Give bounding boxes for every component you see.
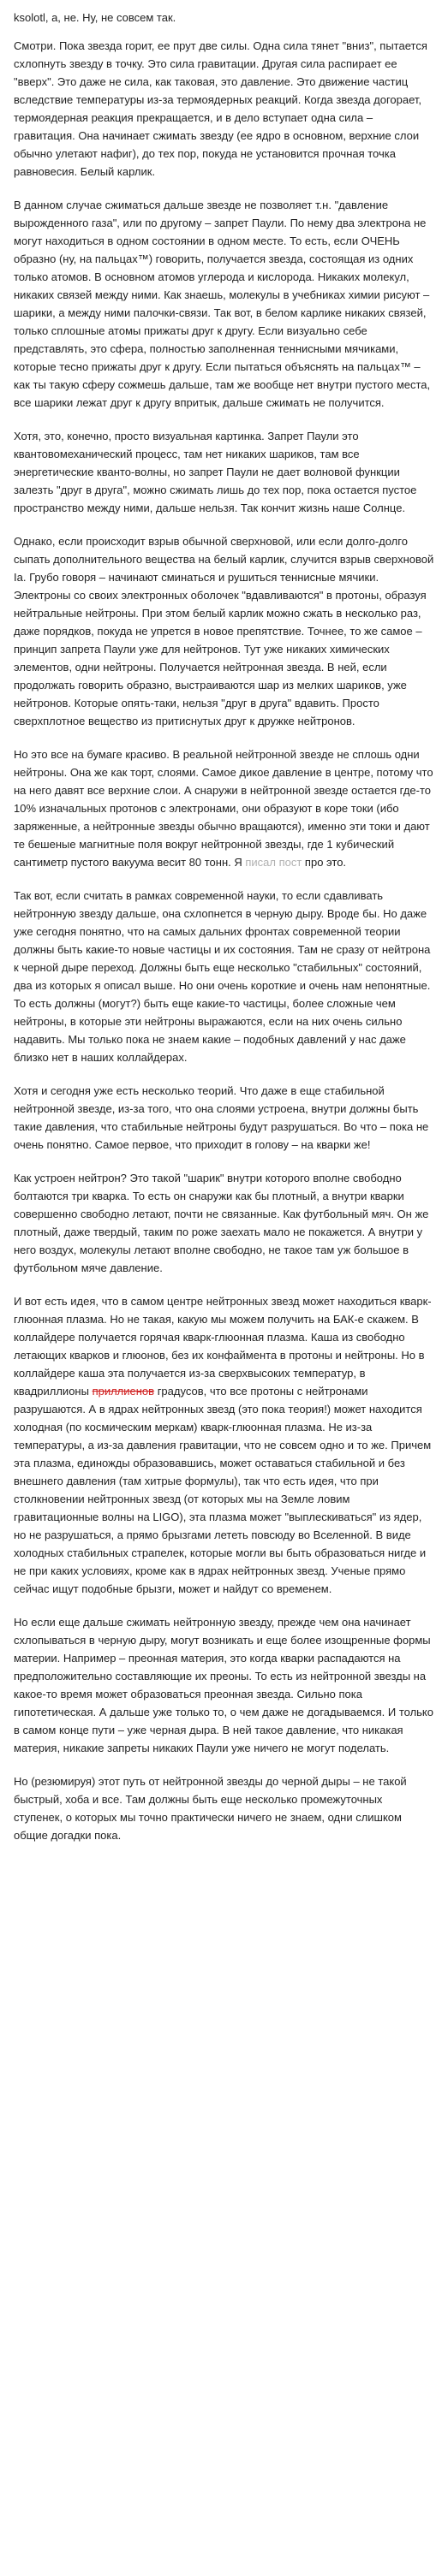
paragraph-visual-picture: Хотя, это, конечно, просто визуальная картинка. Запрет Паули это квантовомеханический процесс, там нет никаких шариков, там все энергетические кванто-волны, но запрет Паули не дает волновой функции залезть "друг в друга", можно сжимать лишь до тех пор, пока остается пустое пространство между ними, дальше нельзя. Так кончит жизнь наше Солнце. <box>14 430 417 514</box>
paragraph-text: про это. <box>302 856 347 869</box>
paragraph-text: градусов, что все протоны с нейтронами разрушаются. А в ядрах нейтронных звезд (это пока теория!) может находится холодная (по космическим меркам) кварк-глюонная плазма. Не из-за температуры, а из-за давления гравитации, что не совсем одно и то же. Причем эта плазма, единожды образовавшись, может оставаться стабильной и без внешнего давления (там хитрые формулы), так что есть идея, что при столкновении нейтронных звезд (от которых мы на Земле ловим гравитационные волны на LIGO), эта плазма может "выплескиваться" из ядер, но не разрушаться, а прямо брызгами лететь повсюду во Вселенной. В виде холодных стабильных страпелек, которые могли вы быть образоваться нигде и не при каких условиях, кроме как в ядрах нейтронных звезд. Ученые прямо сейчас ищут подобные брызги, может и найдут со временем. <box>14 1385 432 1595</box>
paragraph-text: Но это все на бумаге красиво. В реальной нейтронной звезде не сплошь одни нейтроны. Она же как торт, слоями. Самое дикое давление в центре, потому что на него давят все верхние слои. А снаружи в нейтронной звезде остается где-то 10% изначальных протонов с электронами, они образуют в коре токи (ибо заряженные, а нейтронные звезды обычно вращаются), именно эти токи и дают те бешеные магнитные поля вокруг нейтронной звезды, где 1 кубический сантиметр пустого вакуума весит 80 тонн. Я <box>14 748 433 869</box>
post-link[interactable]: писал пост <box>245 856 302 869</box>
paragraph-supernova: Однако, если происходит взрыв обычной сверхновой, или если долго-долго сыпать дополнительного вещества на белый карлик, случится взрыв сверхновой Ia. Грубо говоря – начинают сминаться и рушиться теннисные мячики. Электроны со своих электронных оболочек "вдавливаются" в протоны, образуя нейтральные нейтроны. При этом белый карлик можно сжать в несколько раз, даже порядков, покуда не упрется в новое препятствие. Точнее, то же самое – принцип запрета Паули уже для нейтронов. Тут уже никаких химических элементов, одни нейтроны. Получается нейтронная звезда. В ней, если продолжать говорить образно, выстраиваются шар из мелких шариков, уже нейтронов. Которые опять-таки, нельзя "друг в друга" вдавить. Просто сверхплотное вещество из притиснутых друг к дружке нейтронов. <box>14 535 434 727</box>
strikethrough-word: приллиенов <box>92 1385 155 1398</box>
paragraph-neutron-star-layers <box>14 745 434 871</box>
paragraph-text: И вот есть идея, что в самом центре нейтронных звезд может находиться кварк-глюонная плазма. Но не такая, какую мы можем получить на БАК-е скажем. В коллайдере получается горячая кварк-глюонная плазма. Каша из свободно летающих кварков и глюонов, без их конфаймента в протоны и нейтроны. Но в коллайдере каша эта получается из-за сверхвысоких температур, в квадриллионы <box>14 1295 432 1398</box>
paragraph-modern-science: Так вот, если считать в рамках современной науки, то если сдавливать нейтронную звезду дальше, она схлопнется в черную дыру. Вроде бы. Но даже уже сегодня понятно, что на самых дальних фронтах современной теории должны быть какие-то новые частицы и их состояния. Там не сразу от нейтрона к черной дыре переход. Должны быть еще несколько "стабильных" состояний, два из которых я описал выше. Но они очень короткие и очень нам непонятные. То есть должны (могут?) быть еще какие-то частицы, более сложные чем нейтроны, в которые эти нейтроны выражаются, если на них очень сильно надавить. Мы только пока не знаем какие – подобных давлений у нас даже близко нет в наших коллайдерах. <box>14 889 431 1064</box>
paragraph-star-forces: Смотри. Пока звезда горит, ее прут две силы. Одна сила тянет "вниз", пытается схлопнуть звезду в точку. Это сила гравитации. Другая сила распирает ее "вверх". Это даже не сила, как таковая, это давление. Это движение частиц вследствие температуры из-за термоядерных реакций. Когда звезда догорает, термоядерная реакция прекращается, и в дело вступает одна сила – гравитация. Она начинает сжимать звезду (ее ядро в основном, верхние слои обычно улетают нафиг), до тех пор, покуда не установится прочная точка равновесия. Белый карлик. <box>14 39 427 178</box>
paragraph-neutron-structure: Как устроен нейтрон? Это такой "шарик" внутри которого вполне свободно болтаются три кварка. То есть он снаружи как бы плотный, а внутри кварки совершенно свободно летают, почти не связанные. Как футбольный мяч. Он же плотный, даже твердый, таким по роже заехать мало не покажется. А внутри у него воздух, молекулы летают вполне свободно, не такое там уж большое в футбольном мяче давление. <box>14 1172 429 1274</box>
paragraph-theories: Хотя и сегодня уже есть несколько теорий. Что даже в еще стабильной нейтронной звезде, из-за того, что она слоями устроена, внутри должны быть такие давления, что стабильные нейтроны будут разрушаться. Во что – пока не очень понятно. Самое первое, что приходит в голову – на кварки же! <box>14 1084 429 1151</box>
paragraph-quark-gluon-plasma <box>14 1292 434 1598</box>
paragraph-preon-matter: Но если еще дальше сжимать нейтронную звезду, прежде чем она начинает схлопываться в черную дыру, могут возникать и еще более изощренные формы материи. Например – преонная материя, это когда кварки распадаются на предположительно составляющие их преоны. То есть из нейтронной звезды на какое-то время может образоваться преонная звезда. Сильно пока гипотетическая. А дальше уже только то, о чем даже не догадываемся. И только в самом конце пути – уже черная дыра. В ней такое давление, что никакая материя, никакие запреты никаких Паули уже ничего не могут поделать. <box>14 1616 433 1754</box>
paragraph-pauli-exclusion: В данном случае сжиматься дальше звезде не позволяет т.н. "давление вырожденного газа", или по другому – запрет Паули. По нему два электрона не могут находиться в одном состоянии в одном месте. То есть, если ОЧЕНЬ образно (ну, на пальцах™) говорить, получается звезда, состоящая из одних только атомов. В основном атомов углерода и кислорода. Никаких молекул, никаких связей между ними. Как знаешь, молекулы в учебниках химии рисуют – шарики, а между ними палочки-связи. Так вот, в белом карлике никаких связей, только сплошные атомы прижаты друг к другу. Если визуально себе представлять, это сфера, полностью заполненная теннисными мячиками, которые тесно прижаты друг к другу. Если пытаться объяснять на пальцах™ – как ты такую сферу сожмешь дальше, там же вообще нет внутри пустого места, все шарики лежат друг к другу впритык, дальше сжимать не получится. <box>14 199 431 409</box>
paragraph-summary: Но (резюмируя) этот путь от нейтронной звезды до черной дыры – не такой быстрый, хоба и все. Там должны быть еще несколько промежуточных ступенек, о которых мы точно практически ничего не знаем, одни слишком общие догадки пока. <box>14 1775 407 1842</box>
paragraph-reply: ksolotl, а, не. Ну, не совсем так. <box>14 11 176 24</box>
